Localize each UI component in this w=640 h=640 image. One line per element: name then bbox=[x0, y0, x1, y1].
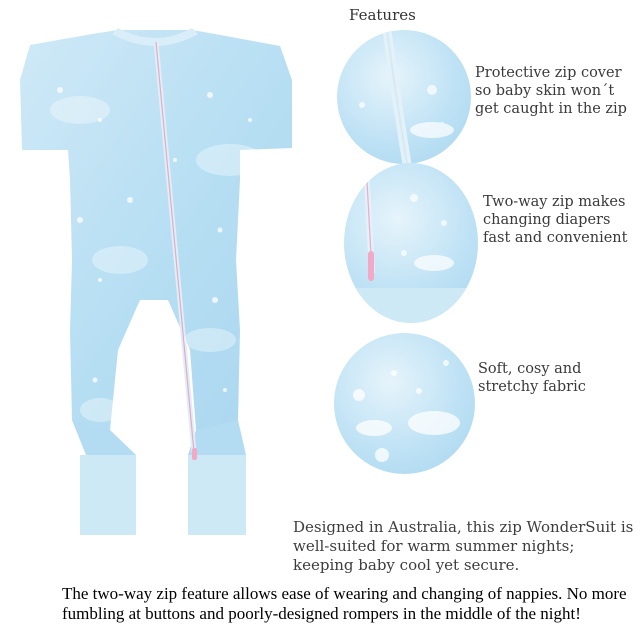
left-leg-cuff bbox=[80, 455, 136, 535]
right-leg-cuff bbox=[188, 455, 246, 535]
features-title: Features bbox=[349, 6, 416, 24]
zip-pull-icon bbox=[192, 448, 197, 460]
romper-photo bbox=[0, 0, 330, 560]
callout-zip-cover: Protective zip cover so baby skin won´t get caught in the zip bbox=[475, 65, 627, 117]
callout-fabric: Soft, cosy and stretchy fabric bbox=[478, 361, 586, 395]
feature-detail-zip-cover bbox=[337, 30, 471, 164]
designed-description: Designed in Australia, this zip WonderSuit is well-suited for warm summer nights; keeping baby cool yet secure. bbox=[293, 518, 634, 574]
feature-detail-fabric bbox=[334, 333, 475, 474]
callout-two-way-zip: Two-way zip makes changing diapers fast and convenient bbox=[483, 194, 628, 246]
feature-detail-two-way-zip bbox=[344, 163, 478, 323]
bottom-description: The two-way zip feature allows ease of wearing and changing of nappies. No more fumbling at buttons and poorly-designed rompers in the middle of the night! bbox=[62, 584, 627, 623]
